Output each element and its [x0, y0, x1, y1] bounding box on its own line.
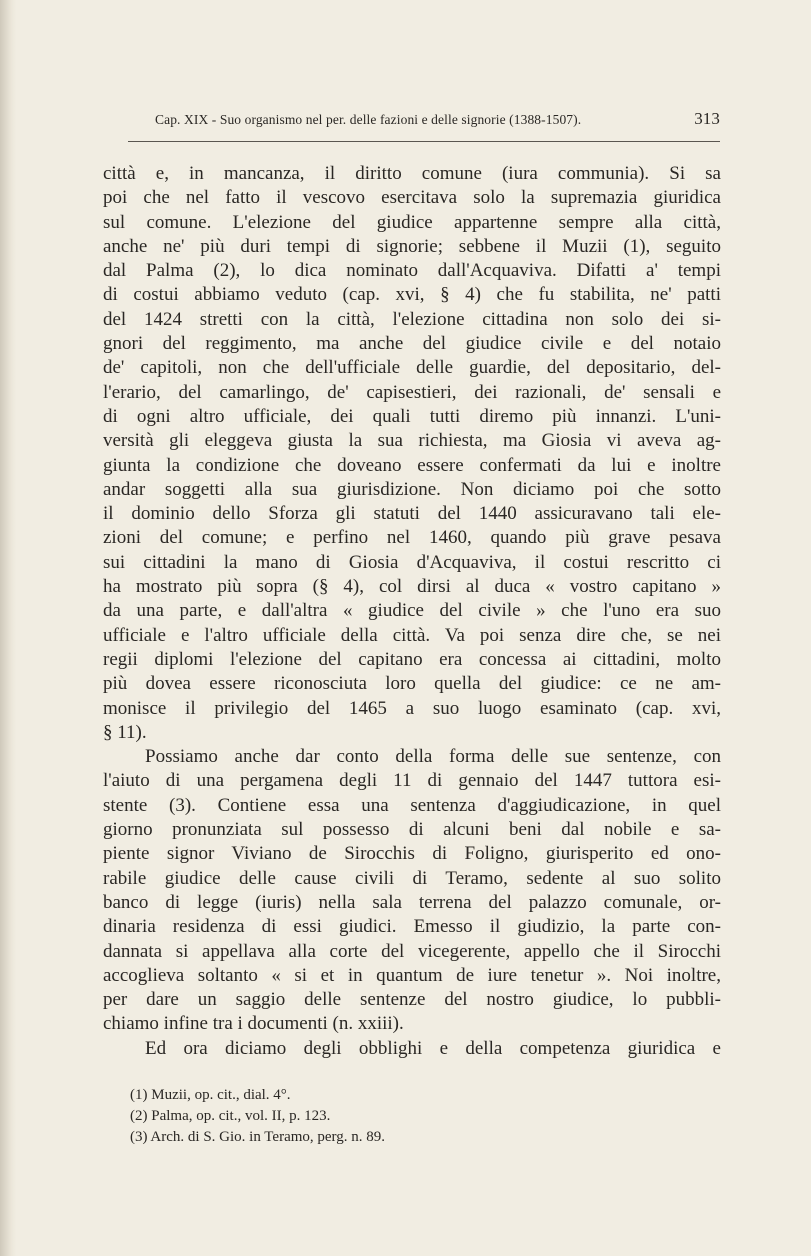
running-header — [155, 109, 720, 128]
paragraph-3 — [103, 1037, 721, 1061]
text-line: andar soggetti alla sua giurisdizione. Non diciamo poi che sotto — [103, 478, 721, 500]
text-line: Possiamo anche dar conto della forma delle sue sentenze, con — [145, 746, 721, 768]
text-line: banco di legge (iuris) nella sala terrena del palazzo comunale, or- — [103, 891, 721, 913]
text-line: piente signor Viviano de Sirocchis di Foligno, giurisperito ed ono- — [103, 843, 721, 865]
text-line: da una parte, e dall'altra « giudice del civile » che l'uno era suo — [103, 600, 721, 622]
text-line: giunta la condizione che doveano essere confermati da lui e inoltre — [103, 454, 721, 476]
text-line: dal Palma (2), lo dica nominato dall'Acquaviva. Difatti a' tempi — [103, 260, 721, 282]
body-text — [103, 162, 721, 1061]
text-line: zioni del comune; e perfino nel 1460, quando più grave pesava — [103, 527, 721, 549]
text-line: di ogni altro ufficiale, dei quali tutti diremo più innanzi. L'uni- — [103, 405, 721, 427]
text-line: accoglieva soltanto « si et in quantum de iure tenetur ». Noi inoltre, — [103, 964, 721, 986]
text-line: di costui abbiamo veduto (cap. xvi, § 4) che fu stabilita, ne' patti — [103, 284, 721, 306]
text-line: gnori del reggimento, ma anche del giudice civile e del notaio — [103, 333, 721, 355]
paragraph-1 — [103, 162, 721, 745]
text-line: per dare un saggio delle sentenze del nostro giudice, lo pubbli- — [103, 989, 721, 1011]
text-line: l'aiuto di una pergamena degli 11 di gennaio del 1447 tuttora esi- — [103, 770, 721, 792]
text-line: più dovea essere riconosciuta loro quella del giudice: ce ne am- — [103, 673, 721, 695]
text-line: del 1424 stretti con la città, l'elezione cittadina non solo dei si- — [103, 308, 721, 330]
page-edge-shadow — [0, 0, 16, 1256]
text-line: sui cittadini la mano di Giosia d'Acquaviva, il costui rescritto ci — [103, 551, 721, 573]
text-line: ha mostrato più sopra (§ 4), col dirsi al duca « vostro capitano » — [103, 576, 721, 598]
page-number: 313 — [694, 109, 720, 128]
text-line: anche ne' più duri tempi di signorie; sebbene il Muzii (1), seguito — [103, 235, 721, 257]
header-rule — [128, 141, 720, 142]
text-line: de' capitoli, non che dell'ufficiale delle guardie, del depositario, del- — [103, 357, 721, 379]
footnote-1: (1) Muzii, op. cit., dial. 4°. — [130, 1087, 291, 1103]
text-line: rabile giudice delle cause civili di Teramo, sedente al suo solito — [103, 867, 721, 889]
text-line: versità gli eleggeva giusta la sua richiesta, ma Giosia vi aveva ag- — [103, 430, 721, 452]
text-line: giorno pronunziata sul possesso di alcuni beni dal nobile e sa- — [103, 819, 721, 841]
text-line: § 11). — [103, 721, 147, 743]
text-line: monisce il privilegio del 1465 a suo luogo esaminato (cap. xvi, — [103, 697, 721, 719]
footnote-3: (3) Arch. di S. Gio. in Teramo, perg. n. 89. — [130, 1129, 386, 1145]
text-line: sul comune. L'elezione del giudice appartenne sempre alla città, — [103, 211, 721, 233]
text-line: dinaria residenza di essi giudici. Emesso il giudizio, la parte con- — [103, 916, 721, 938]
footnote-2: (2) Palma, op. cit., vol. II, p. 123. — [130, 1108, 331, 1124]
text-line: regii diplomi l'elezione del capitano era concessa ai cittadini, molto — [103, 648, 721, 670]
text-line: Ed ora diciamo degli obblighi e della competenza giuridica e — [145, 1037, 721, 1059]
text-line: poi che nel fatto il vescovo esercitava solo la supremazia giuridica — [103, 187, 721, 209]
text-line: dannata si appellava alla corte del vicegerente, appello che il Sirocchi — [103, 940, 721, 962]
text-line: il dominio dello Sforza gli statuti del 1440 assicuravano tali ele- — [103, 503, 721, 525]
footnotes — [130, 1085, 650, 1148]
text-line: chiamo infine tra i documenti (n. xxiii). — [103, 1013, 404, 1035]
text-line: stente (3). Contiene essa una sentenza d'aggiudicazione, in quel — [103, 794, 721, 816]
text-line: città e, in mancanza, il diritto comune (iura communia). Si sa — [103, 163, 721, 184]
running-title: Cap. XIX - Suo organismo nel per. delle fazioni e delle signorie (1388-1507). — [155, 112, 582, 127]
text-line: ufficiale e l'altro ufficiale della città. Va poi senza dire che, se nei — [103, 624, 721, 646]
paragraph-2 — [103, 745, 721, 1037]
text-line: l'erario, del camarlingo, de' capisestieri, dei razionali, de' sensali e — [103, 381, 721, 403]
